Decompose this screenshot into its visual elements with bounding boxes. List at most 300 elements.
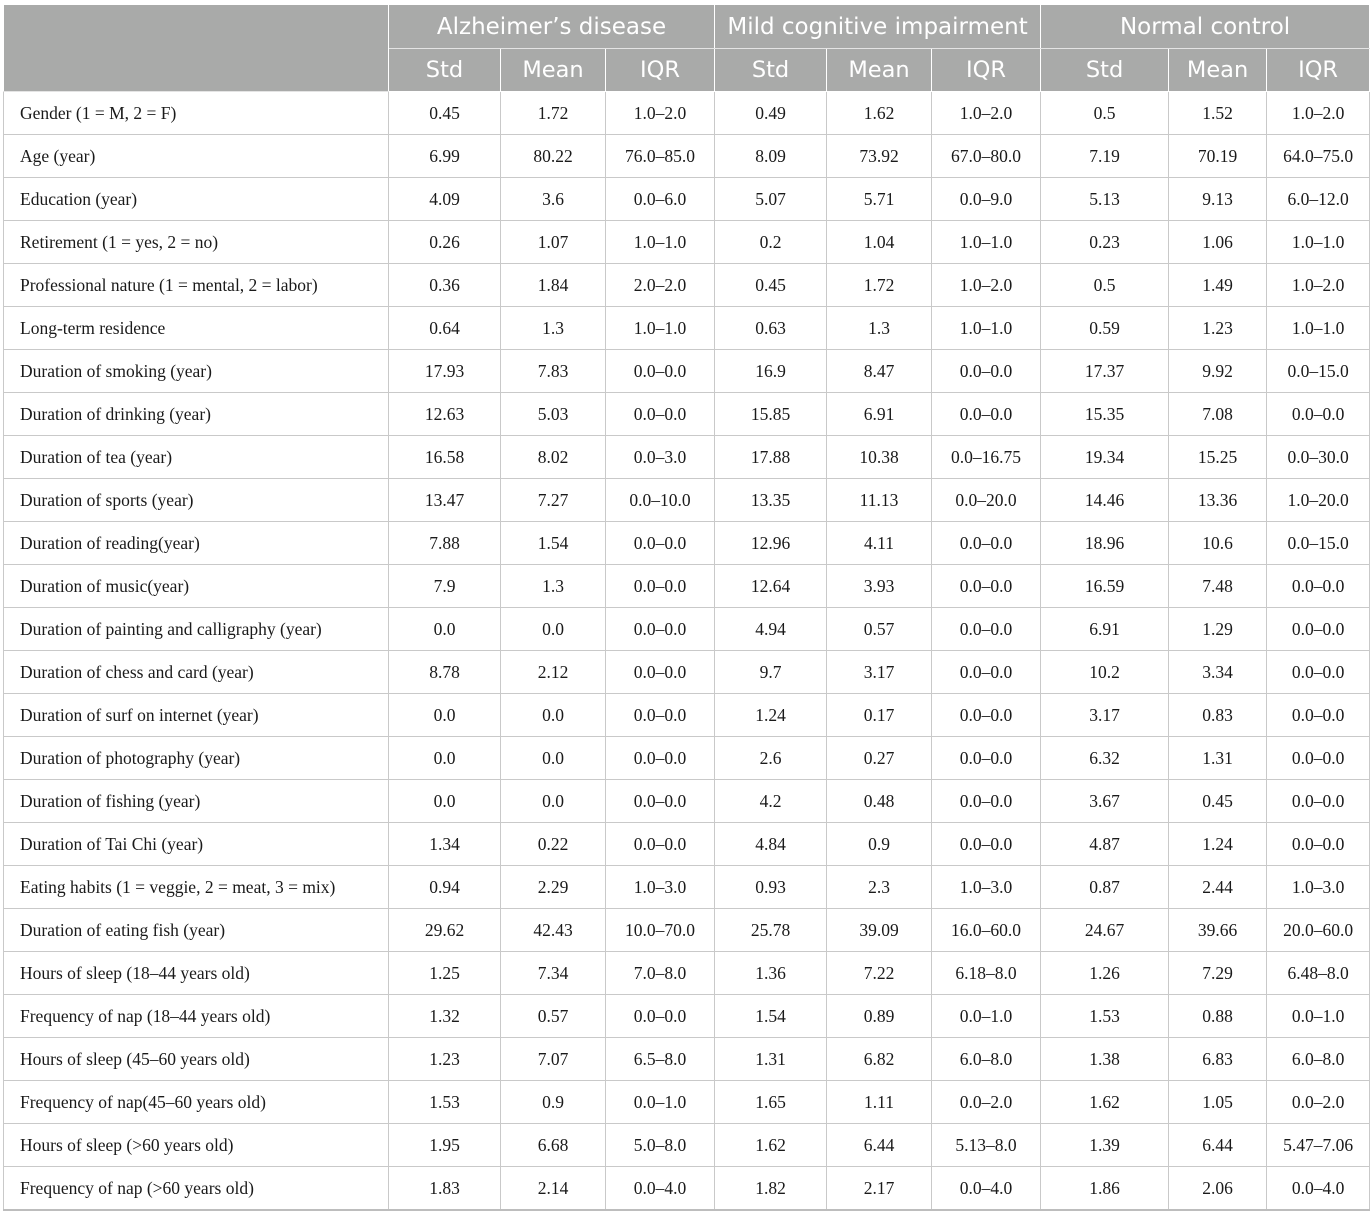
cell-nc-std: 6.32: [1041, 737, 1169, 780]
row-label: Duration of eating fish (year): [4, 909, 389, 952]
cell-mci-iqr: 1.0–3.0: [932, 866, 1041, 909]
cell-ad-iqr: 0.0–6.0: [606, 178, 715, 221]
row-label: Duration of drinking (year): [4, 393, 389, 436]
table-row: [4, 866, 1370, 909]
cell-ad-std: 1.95: [389, 1124, 501, 1167]
cell-ad-std: 0.0: [389, 780, 501, 823]
row-label: Duration of Tai Chi (year): [4, 823, 389, 866]
cell-nc-std: 0.5: [1041, 92, 1169, 135]
cell-mci-iqr: 0.0–0.0: [932, 780, 1041, 823]
cell-mci-std: 0.45: [715, 264, 827, 307]
cell-ad-iqr: 0.0–0.0: [606, 694, 715, 737]
cell-nc-std: 24.67: [1041, 909, 1169, 952]
row-label: Eating habits (1 = veggie, 2 = meat, 3 = mix): [4, 866, 389, 909]
cell-nc-mean: 9.92: [1169, 350, 1267, 393]
cell-nc-iqr: 0.0–15.0: [1267, 350, 1370, 393]
cell-mci-std: 1.65: [715, 1081, 827, 1124]
cell-ad-mean: 0.22: [501, 823, 606, 866]
cell-mci-std: 4.2: [715, 780, 827, 823]
cell-nc-std: 7.19: [1041, 135, 1169, 178]
cell-mci-mean: 2.3: [827, 866, 932, 909]
subheader-iqr: IQR: [1267, 49, 1370, 92]
cell-nc-mean: 1.24: [1169, 823, 1267, 866]
cell-ad-iqr: 0.0–3.0: [606, 436, 715, 479]
cell-mci-mean: 4.11: [827, 522, 932, 565]
cell-ad-mean: 5.03: [501, 393, 606, 436]
cell-mci-iqr: 0.0–9.0: [932, 178, 1041, 221]
table-row: [4, 178, 1370, 221]
cell-nc-mean: 7.08: [1169, 393, 1267, 436]
cell-ad-iqr: 0.0–0.0: [606, 608, 715, 651]
cell-mci-mean: 10.38: [827, 436, 932, 479]
table-row: [4, 264, 1370, 307]
cell-mci-std: 15.85: [715, 393, 827, 436]
cell-ad-iqr: 0.0–0.0: [606, 780, 715, 823]
cell-mci-mean: 73.92: [827, 135, 932, 178]
cell-ad-iqr: 76.0–85.0: [606, 135, 715, 178]
cell-mci-std: 8.09: [715, 135, 827, 178]
cell-ad-mean: 7.83: [501, 350, 606, 393]
cell-nc-std: 1.38: [1041, 1038, 1169, 1081]
table-row: [4, 1167, 1370, 1211]
cell-nc-mean: 6.83: [1169, 1038, 1267, 1081]
table-row: [4, 436, 1370, 479]
row-label: Duration of smoking (year): [4, 350, 389, 393]
row-label: Age (year): [4, 135, 389, 178]
cell-mci-mean: 39.09: [827, 909, 932, 952]
cell-ad-mean: 1.54: [501, 522, 606, 565]
cell-nc-iqr: 6.0–12.0: [1267, 178, 1370, 221]
cell-nc-mean: 1.06: [1169, 221, 1267, 264]
corner-cell: [4, 5, 389, 92]
cell-ad-iqr: 5.0–8.0: [606, 1124, 715, 1167]
cell-nc-iqr: 0.0–0.0: [1267, 393, 1370, 436]
table-row: [4, 1081, 1370, 1124]
table-body: [4, 92, 1370, 1211]
cell-nc-std: 3.17: [1041, 694, 1169, 737]
cell-mci-std: 13.35: [715, 479, 827, 522]
cell-nc-mean: 1.52: [1169, 92, 1267, 135]
cell-mci-iqr: 0.0–0.0: [932, 608, 1041, 651]
cell-ad-iqr: 0.0–4.0: [606, 1167, 715, 1211]
row-label: Duration of fishing (year): [4, 780, 389, 823]
table-row: [4, 780, 1370, 823]
cell-mci-iqr: 0.0–20.0: [932, 479, 1041, 522]
cell-nc-iqr: 0.0–1.0: [1267, 995, 1370, 1038]
cell-ad-iqr: 6.5–8.0: [606, 1038, 715, 1081]
cell-ad-iqr: 0.0–10.0: [606, 479, 715, 522]
cell-nc-mean: 2.44: [1169, 866, 1267, 909]
cell-nc-iqr: 64.0–75.0: [1267, 135, 1370, 178]
cell-nc-iqr: 0.0–0.0: [1267, 823, 1370, 866]
cell-mci-mean: 6.44: [827, 1124, 932, 1167]
cell-nc-std: 6.91: [1041, 608, 1169, 651]
cell-mci-iqr: 67.0–80.0: [932, 135, 1041, 178]
cell-mci-std: 9.7: [715, 651, 827, 694]
cell-ad-iqr: 0.0–0.0: [606, 651, 715, 694]
cell-mci-mean: 1.11: [827, 1081, 932, 1124]
cell-mci-std: 0.63: [715, 307, 827, 350]
cell-ad-mean: 2.14: [501, 1167, 606, 1211]
cell-mci-mean: 6.82: [827, 1038, 932, 1081]
cell-mci-iqr: 0.0–0.0: [932, 737, 1041, 780]
cell-mci-mean: 11.13: [827, 479, 932, 522]
cell-mci-iqr: 6.18–8.0: [932, 952, 1041, 995]
cell-ad-mean: 1.07: [501, 221, 606, 264]
cell-nc-mean: 10.6: [1169, 522, 1267, 565]
cell-ad-mean: 0.0: [501, 608, 606, 651]
subheader-iqr: IQR: [606, 49, 715, 92]
cell-nc-iqr: 1.0–2.0: [1267, 264, 1370, 307]
row-label: Duration of music(year): [4, 565, 389, 608]
cell-nc-std: 18.96: [1041, 522, 1169, 565]
cell-ad-iqr: 0.0–0.0: [606, 393, 715, 436]
cell-mci-iqr: 6.0–8.0: [932, 1038, 1041, 1081]
cell-ad-iqr: 2.0–2.0: [606, 264, 715, 307]
cell-ad-mean: 0.57: [501, 995, 606, 1038]
cell-mci-std: 12.96: [715, 522, 827, 565]
cell-ad-std: 1.23: [389, 1038, 501, 1081]
cell-nc-iqr: 0.0–30.0: [1267, 436, 1370, 479]
cell-mci-iqr: 1.0–2.0: [932, 264, 1041, 307]
row-label: Duration of tea (year): [4, 436, 389, 479]
cell-ad-std: 7.88: [389, 522, 501, 565]
cell-ad-std: 12.63: [389, 393, 501, 436]
cell-ad-std: 7.9: [389, 565, 501, 608]
cell-nc-iqr: 6.0–8.0: [1267, 1038, 1370, 1081]
cell-nc-iqr: 0.0–0.0: [1267, 608, 1370, 651]
cell-nc-mean: 7.29: [1169, 952, 1267, 995]
cell-ad-mean: 0.0: [501, 737, 606, 780]
cell-ad-std: 6.99: [389, 135, 501, 178]
row-label: Duration of surf on internet (year): [4, 694, 389, 737]
cell-mci-iqr: 0.0–0.0: [932, 565, 1041, 608]
cell-nc-mean: 39.66: [1169, 909, 1267, 952]
cell-ad-mean: 7.27: [501, 479, 606, 522]
cell-mci-std: 1.82: [715, 1167, 827, 1211]
cell-nc-std: 0.59: [1041, 307, 1169, 350]
cell-nc-std: 3.67: [1041, 780, 1169, 823]
cell-mci-std: 4.94: [715, 608, 827, 651]
cell-ad-std: 17.93: [389, 350, 501, 393]
cell-ad-mean: 1.72: [501, 92, 606, 135]
cell-mci-std: 1.62: [715, 1124, 827, 1167]
cell-mci-std: 2.6: [715, 737, 827, 780]
cell-ad-mean: 1.3: [501, 307, 606, 350]
row-label: Hours of sleep (18–44 years old): [4, 952, 389, 995]
cell-ad-mean: 3.6: [501, 178, 606, 221]
cell-nc-iqr: 5.47–7.06: [1267, 1124, 1370, 1167]
row-label: Duration of painting and calligraphy (year): [4, 608, 389, 651]
subheader-mean: Mean: [827, 49, 932, 92]
table-row: [4, 565, 1370, 608]
row-label: Duration of chess and card (year): [4, 651, 389, 694]
subheader-std: Std: [715, 49, 827, 92]
table-row: [4, 952, 1370, 995]
cell-nc-iqr: 0.0–0.0: [1267, 780, 1370, 823]
cell-nc-iqr: 1.0–1.0: [1267, 307, 1370, 350]
cell-ad-iqr: 1.0–3.0: [606, 866, 715, 909]
cell-ad-std: 8.78: [389, 651, 501, 694]
cell-nc-std: 4.87: [1041, 823, 1169, 866]
table-row: [4, 737, 1370, 780]
cell-ad-iqr: 1.0–1.0: [606, 307, 715, 350]
cell-ad-mean: 8.02: [501, 436, 606, 479]
cell-ad-mean: 42.43: [501, 909, 606, 952]
cell-mci-iqr: 1.0–2.0: [932, 92, 1041, 135]
table-row: [4, 823, 1370, 866]
cell-mci-std: 12.64: [715, 565, 827, 608]
cell-nc-mean: 1.31: [1169, 737, 1267, 780]
cell-mci-std: 4.84: [715, 823, 827, 866]
cell-nc-std: 1.26: [1041, 952, 1169, 995]
cell-ad-iqr: 0.0–0.0: [606, 995, 715, 1038]
cell-mci-iqr: 0.0–0.0: [932, 823, 1041, 866]
cell-ad-mean: 7.07: [501, 1038, 606, 1081]
cell-ad-iqr: 0.0–0.0: [606, 522, 715, 565]
cell-mci-std: 1.54: [715, 995, 827, 1038]
cell-ad-std: 16.58: [389, 436, 501, 479]
cell-mci-mean: 6.91: [827, 393, 932, 436]
table-row: [4, 221, 1370, 264]
table-row: [4, 479, 1370, 522]
cell-ad-std: 0.26: [389, 221, 501, 264]
cell-nc-mean: 1.29: [1169, 608, 1267, 651]
row-label: Retirement (1 = yes, 2 = no): [4, 221, 389, 264]
subheader-std: Std: [389, 49, 501, 92]
cell-nc-iqr: 20.0–60.0: [1267, 909, 1370, 952]
cell-ad-std: 0.64: [389, 307, 501, 350]
cell-ad-iqr: 0.0–0.0: [606, 737, 715, 780]
cell-mci-iqr: 0.0–1.0: [932, 995, 1041, 1038]
cell-mci-mean: 3.17: [827, 651, 932, 694]
cell-ad-std: 4.09: [389, 178, 501, 221]
cell-ad-std: 13.47: [389, 479, 501, 522]
cell-mci-mean: 1.04: [827, 221, 932, 264]
table-row: [4, 909, 1370, 952]
cell-mci-iqr: 0.0–0.0: [932, 694, 1041, 737]
table-row: [4, 694, 1370, 737]
row-label: Duration of reading(year): [4, 522, 389, 565]
cell-mci-std: 0.93: [715, 866, 827, 909]
table-row: [4, 522, 1370, 565]
cell-mci-iqr: 0.0–0.0: [932, 522, 1041, 565]
cell-ad-iqr: 7.0–8.0: [606, 952, 715, 995]
cell-mci-iqr: 16.0–60.0: [932, 909, 1041, 952]
cell-nc-std: 0.5: [1041, 264, 1169, 307]
table-row: [4, 307, 1370, 350]
cell-nc-iqr: 0.0–0.0: [1267, 737, 1370, 780]
group-header-alzheimers: Alzheimer’s disease: [389, 5, 715, 49]
group-header-mci: Mild cognitive impairment: [715, 5, 1041, 49]
cell-ad-std: 1.53: [389, 1081, 501, 1124]
cell-nc-std: 5.13: [1041, 178, 1169, 221]
cell-ad-mean: 2.29: [501, 866, 606, 909]
cell-ad-std: 1.25: [389, 952, 501, 995]
cell-ad-std: 0.0: [389, 694, 501, 737]
cell-nc-iqr: 1.0–3.0: [1267, 866, 1370, 909]
cell-mci-mean: 0.27: [827, 737, 932, 780]
cell-mci-iqr: 1.0–1.0: [932, 221, 1041, 264]
cell-ad-mean: 6.68: [501, 1124, 606, 1167]
cell-mci-mean: 0.48: [827, 780, 932, 823]
cell-ad-iqr: 0.0–0.0: [606, 350, 715, 393]
subheader-std: Std: [1041, 49, 1169, 92]
table-row: [4, 350, 1370, 393]
row-label: Long-term residence: [4, 307, 389, 350]
subheader-mean: Mean: [1169, 49, 1267, 92]
cell-mci-std: 17.88: [715, 436, 827, 479]
cell-ad-std: 0.0: [389, 608, 501, 651]
cell-nc-mean: 1.23: [1169, 307, 1267, 350]
group-header-normal-control: Normal control: [1041, 5, 1370, 49]
cell-nc-iqr: 0.0–15.0: [1267, 522, 1370, 565]
cell-nc-iqr: 0.0–0.0: [1267, 651, 1370, 694]
row-label: Duration of sports (year): [4, 479, 389, 522]
cell-nc-std: 19.34: [1041, 436, 1169, 479]
cell-ad-std: 0.0: [389, 737, 501, 780]
cell-mci-iqr: 0.0–0.0: [932, 393, 1041, 436]
cell-mci-mean: 0.89: [827, 995, 932, 1038]
table-row: [4, 1124, 1370, 1167]
table-row: [4, 135, 1370, 178]
cell-ad-std: 29.62: [389, 909, 501, 952]
cell-mci-iqr: 0.0–0.0: [932, 350, 1041, 393]
cell-mci-std: 5.07: [715, 178, 827, 221]
cell-nc-mean: 6.44: [1169, 1124, 1267, 1167]
cell-mci-mean: 7.22: [827, 952, 932, 995]
cell-mci-std: 1.24: [715, 694, 827, 737]
cell-ad-std: 0.94: [389, 866, 501, 909]
row-label: Hours of sleep (>60 years old): [4, 1124, 389, 1167]
cell-nc-iqr: 0.0–2.0: [1267, 1081, 1370, 1124]
cell-mci-iqr: 0.0–2.0: [932, 1081, 1041, 1124]
cell-mci-std: 1.36: [715, 952, 827, 995]
cell-nc-std: 10.2: [1041, 651, 1169, 694]
cell-mci-mean: 3.93: [827, 565, 932, 608]
table-row: [4, 393, 1370, 436]
cell-ad-std: 0.36: [389, 264, 501, 307]
cell-mci-std: 0.2: [715, 221, 827, 264]
cell-mci-iqr: 0.0–4.0: [932, 1167, 1041, 1211]
cell-nc-mean: 0.88: [1169, 995, 1267, 1038]
cell-mci-mean: 0.17: [827, 694, 932, 737]
cell-nc-mean: 1.05: [1169, 1081, 1267, 1124]
cell-nc-iqr: 6.48–8.0: [1267, 952, 1370, 995]
cell-ad-mean: 0.9: [501, 1081, 606, 1124]
subheader-mean: Mean: [501, 49, 606, 92]
cell-nc-iqr: 1.0–1.0: [1267, 221, 1370, 264]
cell-nc-std: 1.53: [1041, 995, 1169, 1038]
table-row: [4, 92, 1370, 135]
cell-nc-std: 1.86: [1041, 1167, 1169, 1211]
table-row: [4, 651, 1370, 694]
cell-nc-iqr: 0.0–4.0: [1267, 1167, 1370, 1211]
cell-mci-mean: 2.17: [827, 1167, 932, 1211]
cell-nc-std: 1.62: [1041, 1081, 1169, 1124]
row-label: Duration of photography (year): [4, 737, 389, 780]
cell-ad-iqr: 10.0–70.0: [606, 909, 715, 952]
cell-nc-mean: 9.13: [1169, 178, 1267, 221]
cell-mci-mean: 5.71: [827, 178, 932, 221]
table-row: [4, 995, 1370, 1038]
group-header-row: [4, 5, 1370, 49]
cell-mci-mean: 0.57: [827, 608, 932, 651]
row-label: Frequency of nap(45–60 years old): [4, 1081, 389, 1124]
row-label: Professional nature (1 = mental, 2 = labor): [4, 264, 389, 307]
cell-nc-mean: 7.48: [1169, 565, 1267, 608]
cell-mci-std: 0.49: [715, 92, 827, 135]
subheader-iqr: IQR: [932, 49, 1041, 92]
table-row: [4, 1038, 1370, 1081]
cell-mci-iqr: 0.0–0.0: [932, 651, 1041, 694]
cell-nc-iqr: 1.0–2.0: [1267, 92, 1370, 135]
table-row: [4, 608, 1370, 651]
cell-ad-std: 1.34: [389, 823, 501, 866]
cell-mci-iqr: 1.0–1.0: [932, 307, 1041, 350]
cell-ad-iqr: 1.0–2.0: [606, 92, 715, 135]
cell-nc-std: 0.87: [1041, 866, 1169, 909]
cell-nc-std: 14.46: [1041, 479, 1169, 522]
cell-nc-mean: 1.49: [1169, 264, 1267, 307]
cell-mci-mean: 1.3: [827, 307, 932, 350]
cell-ad-mean: 1.3: [501, 565, 606, 608]
cell-mci-mean: 1.62: [827, 92, 932, 135]
row-label: Frequency of nap (>60 years old): [4, 1167, 389, 1211]
cell-nc-mean: 3.34: [1169, 651, 1267, 694]
cell-ad-mean: 80.22: [501, 135, 606, 178]
cell-ad-std: 1.32: [389, 995, 501, 1038]
cell-ad-mean: 7.34: [501, 952, 606, 995]
cell-mci-std: 16.9: [715, 350, 827, 393]
row-label: Education (year): [4, 178, 389, 221]
cell-mci-std: 1.31: [715, 1038, 827, 1081]
cell-ad-mean: 2.12: [501, 651, 606, 694]
cell-nc-mean: 70.19: [1169, 135, 1267, 178]
cell-nc-mean: 0.45: [1169, 780, 1267, 823]
cell-mci-mean: 1.72: [827, 264, 932, 307]
cell-ad-iqr: 1.0–1.0: [606, 221, 715, 264]
cell-nc-std: 17.37: [1041, 350, 1169, 393]
cell-nc-iqr: 1.0–20.0: [1267, 479, 1370, 522]
cell-ad-mean: 1.84: [501, 264, 606, 307]
cell-ad-mean: 0.0: [501, 694, 606, 737]
row-label: Frequency of nap (18–44 years old): [4, 995, 389, 1038]
table-header: [4, 5, 1370, 92]
cell-nc-mean: 2.06: [1169, 1167, 1267, 1211]
cell-ad-iqr: 0.0–0.0: [606, 823, 715, 866]
cell-nc-std: 15.35: [1041, 393, 1169, 436]
cell-ad-std: 0.45: [389, 92, 501, 135]
cell-ad-mean: 0.0: [501, 780, 606, 823]
cell-ad-iqr: 0.0–0.0: [606, 565, 715, 608]
cell-nc-iqr: 0.0–0.0: [1267, 565, 1370, 608]
cell-mci-mean: 0.9: [827, 823, 932, 866]
cell-nc-mean: 15.25: [1169, 436, 1267, 479]
row-label: Gender (1 = M, 2 = F): [4, 92, 389, 135]
cell-mci-iqr: 5.13–8.0: [932, 1124, 1041, 1167]
cell-nc-std: 0.23: [1041, 221, 1169, 264]
cell-nc-std: 1.39: [1041, 1124, 1169, 1167]
cell-mci-iqr: 0.0–16.75: [932, 436, 1041, 479]
statistics-table: [3, 4, 1370, 1211]
cell-nc-iqr: 0.0–0.0: [1267, 694, 1370, 737]
cell-ad-iqr: 0.0–1.0: [606, 1081, 715, 1124]
row-label: Hours of sleep (45–60 years old): [4, 1038, 389, 1081]
cell-mci-mean: 8.47: [827, 350, 932, 393]
cell-mci-std: 25.78: [715, 909, 827, 952]
cell-nc-mean: 13.36: [1169, 479, 1267, 522]
